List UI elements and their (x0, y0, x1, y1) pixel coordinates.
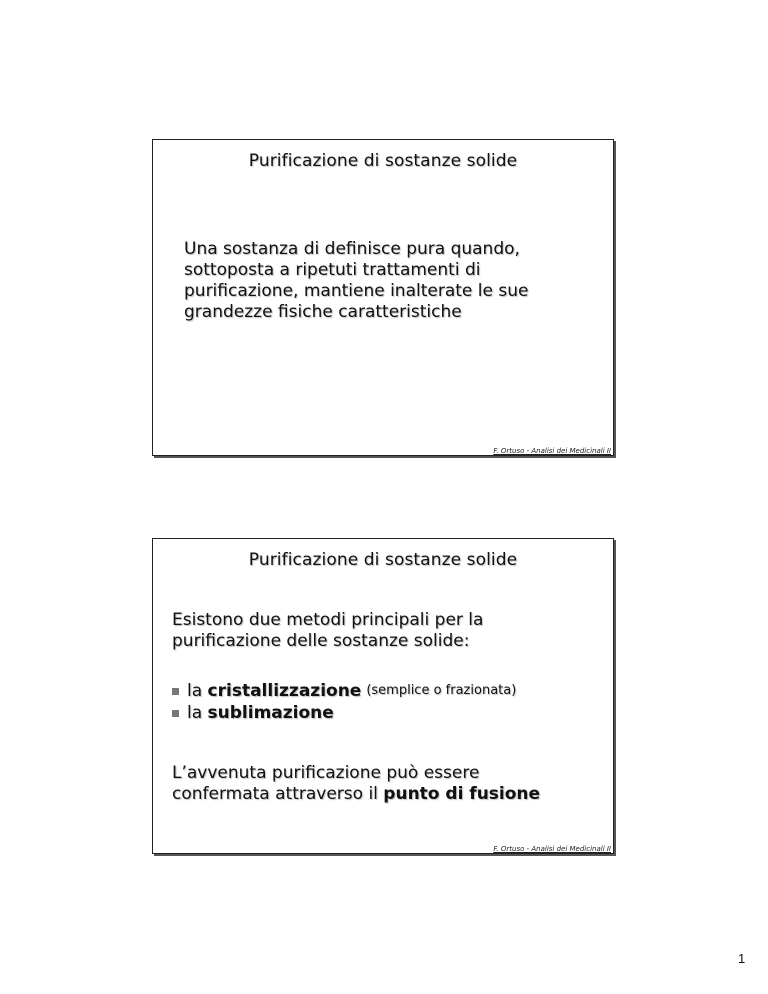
conclusion-line: L’avvenuta purificazione può essere (172, 763, 480, 783)
intro-line: purificazione delle sostanze solide: (172, 631, 470, 651)
slide-2 (152, 538, 614, 854)
slide-conclusion (172, 763, 602, 805)
bullet-bold: cristallizzazione (207, 681, 362, 701)
body-line: grandezze fisiche caratteristiche (184, 302, 462, 322)
conclusion-prefix: confermata attraverso il (172, 784, 384, 804)
square-bullet-icon (172, 710, 179, 717)
slide-body (184, 239, 604, 323)
slide-footer: F. Ortuso - Analisi dei Medicinali II (493, 845, 611, 853)
intro-line: Esistono due metodi principali per la (172, 610, 484, 630)
bullet-item (172, 702, 602, 724)
bullet-prefix: la (187, 681, 203, 701)
slide-title: Purificazione di sostanze solide (248, 151, 518, 171)
slide-title: Purificazione di sostanze solide (248, 550, 518, 570)
body-line: Una sostanza di definisce pura quando, (184, 239, 520, 259)
bullet-item (172, 680, 602, 702)
square-bullet-icon (172, 688, 179, 695)
slide-1 (152, 139, 614, 456)
bullet-bold: sublimazione (207, 703, 334, 723)
slide-intro (172, 610, 602, 652)
page-number: 1 (738, 951, 746, 966)
bullet-suffix: (semplice o frazionata) (366, 683, 517, 698)
body-line: sottoposta a ripetuti trattamenti di (184, 260, 481, 280)
body-line: purificazione, mantiene inalterate le sue (184, 281, 529, 301)
conclusion-line (172, 784, 602, 805)
slide-footer: F. Ortuso - Analisi dei Medicinali II (493, 447, 611, 455)
bullet-prefix: la (187, 703, 203, 723)
conclusion-bold: punto di fusione (383, 784, 541, 804)
bullet-list (172, 680, 602, 724)
